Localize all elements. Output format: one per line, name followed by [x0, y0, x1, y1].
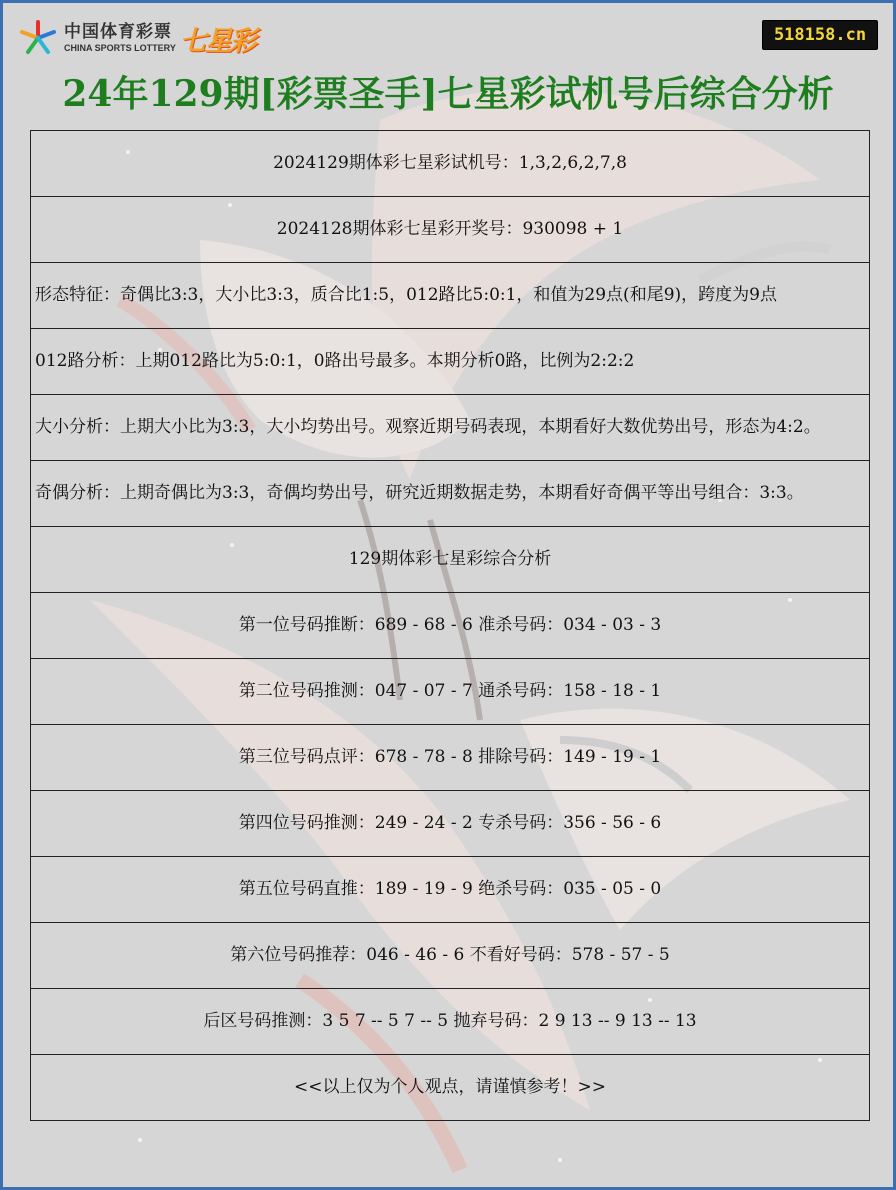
table-row — [30, 197, 870, 263]
odd-even-analysis-text: 奇偶分析：上期奇偶比为3:3，奇偶均势出号，研究近期数据走势，本期看好奇偶平等出号组合：3:3。 — [35, 483, 804, 503]
position-1-prediction: 第一位号码推断：689 - 68 - 6 准杀号码：034 - 03 - 3 — [238, 615, 662, 635]
route-012-analysis-text: 012路分析：上期012路比为5:0:1，0路出号最多。本期分析0路，比例为2:2:2 — [35, 351, 635, 371]
table-row — [30, 857, 870, 923]
page-header — [0, 0, 896, 130]
position-5-prediction: 第五位号码直推：189 - 19 - 9 绝杀号码：035 - 05 - 0 — [238, 879, 662, 899]
back-zone-prediction: 后区号码推测：3 5 7 -- 5 7 -- 5 抛弃号码：2 9 13 -- 9 13 -- 13 — [203, 1011, 697, 1031]
table-row — [30, 725, 870, 791]
page-title: 24年129期[彩票圣手]七星彩试机号后综合分析 — [62, 73, 834, 115]
analysis-table — [30, 130, 870, 1121]
table-row — [30, 593, 870, 659]
position-4-prediction: 第四位号码推测：249 - 24 - 2 专杀号码：356 - 56 - 6 — [238, 813, 662, 833]
lottery-logo[interactable] — [18, 16, 255, 60]
table-row — [30, 329, 870, 395]
section-heading: 129期体彩七星彩综合分析 — [348, 549, 552, 569]
game-name-logo: 七星彩 — [179, 25, 255, 57]
size-analysis-text: 大小分析：上期大小比为3:3，大小均势出号。观察近期号码表现，本期看好大数优势出号，形态为4:2。 — [35, 417, 821, 437]
table-row — [30, 131, 870, 197]
position-2-prediction: 第二位号码推测：047 - 07 - 7 通杀号码：158 - 18 - 1 — [238, 681, 662, 701]
table-row — [30, 263, 870, 329]
table-row — [30, 989, 870, 1055]
table-row — [30, 923, 870, 989]
logo-en-text: CHINA SPORTS LOTTERY — [64, 43, 176, 53]
trial-number-text: 2024129期体彩七星彩试机号：1,3,2,6,2,7,8 — [273, 153, 627, 173]
pattern-features-text: 形态特征：奇偶比3:3，大小比3:3，质合比1:5，012路比5:0:1，和值为29点(和尾9)，跨度为9点 — [35, 285, 777, 305]
sports-lottery-star-icon — [18, 18, 58, 58]
table-row — [30, 461, 870, 527]
site-badge[interactable]: 518158.cn — [762, 20, 878, 50]
position-3-prediction: 第三位号码点评：678 - 78 - 8 排除号码：149 - 19 - 1 — [238, 747, 662, 767]
logo-cn-text: 中国体育彩票 — [64, 22, 172, 41]
table-row — [30, 395, 870, 461]
table-row — [30, 527, 870, 593]
table-row — [30, 1055, 870, 1121]
table-row — [30, 659, 870, 725]
table-row — [30, 791, 870, 857]
position-6-prediction: 第六位号码推荐：046 - 46 - 6 不看好号码：578 - 57 - 5 — [230, 945, 670, 965]
disclaimer-text: <<以上仅为个人观点，请谨慎参考！>> — [294, 1077, 606, 1097]
logo-text — [64, 23, 176, 53]
draw-result-text: 2024128期体彩七星彩开奖号：930098 + 1 — [276, 219, 624, 239]
